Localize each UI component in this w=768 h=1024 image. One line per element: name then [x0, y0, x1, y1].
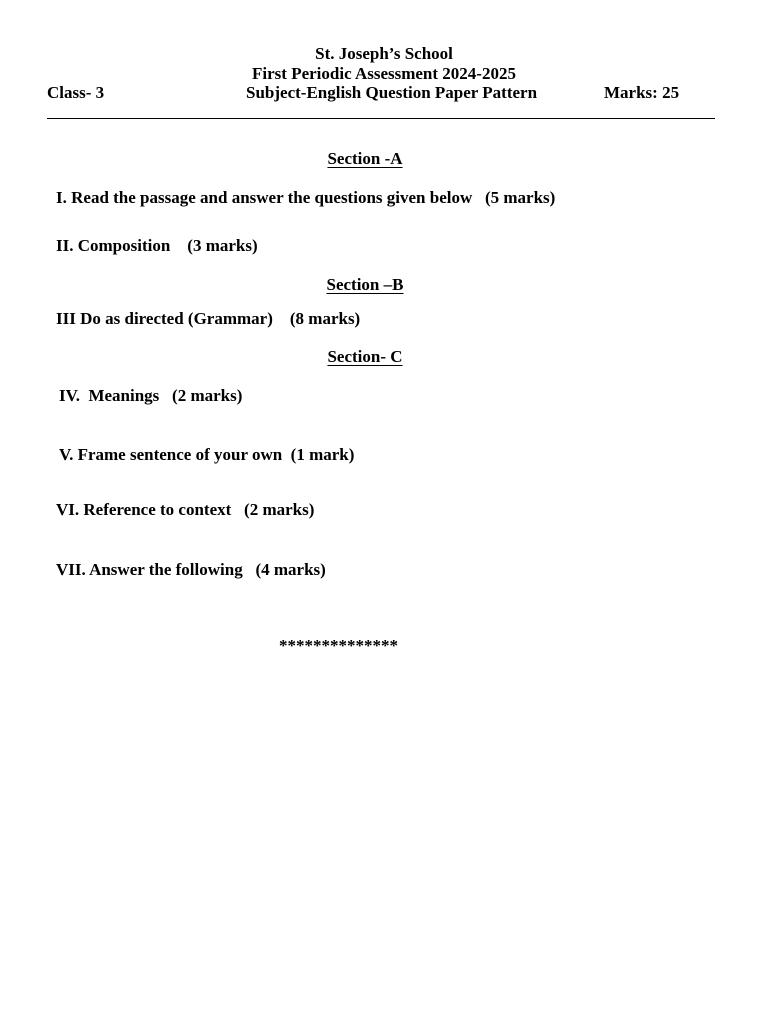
header-divider	[47, 118, 715, 119]
subject-title: Subject-English Question Paper Pattern	[246, 83, 538, 102]
item-vii: VII. Answer the following (4 marks)	[56, 560, 326, 579]
section-c-heading: Section- C	[327, 347, 403, 366]
assessment-title: First Periodic Assessment 2024-2025	[252, 64, 516, 83]
item-iv: IV. Meanings (2 marks)	[59, 386, 243, 405]
item-vi: VI. Reference to context (2 marks)	[56, 500, 315, 519]
class-label: Class- 3	[47, 83, 105, 102]
item-ii: II. Composition (3 marks)	[56, 236, 258, 255]
section-b-heading: Section –B	[326, 275, 404, 294]
item-v: V. Frame sentence of your own (1 mark)	[59, 445, 355, 464]
end-of-paper-stars: **************	[279, 636, 398, 655]
total-marks: Marks: 25	[604, 83, 680, 102]
section-a-heading: Section -A	[327, 149, 403, 168]
school-name: St. Joseph’s School	[315, 44, 453, 63]
item-iii: III Do as directed (Grammar) (8 marks)	[56, 309, 361, 328]
item-i: I. Read the passage and answer the questions given below (5 marks)	[56, 188, 556, 207]
